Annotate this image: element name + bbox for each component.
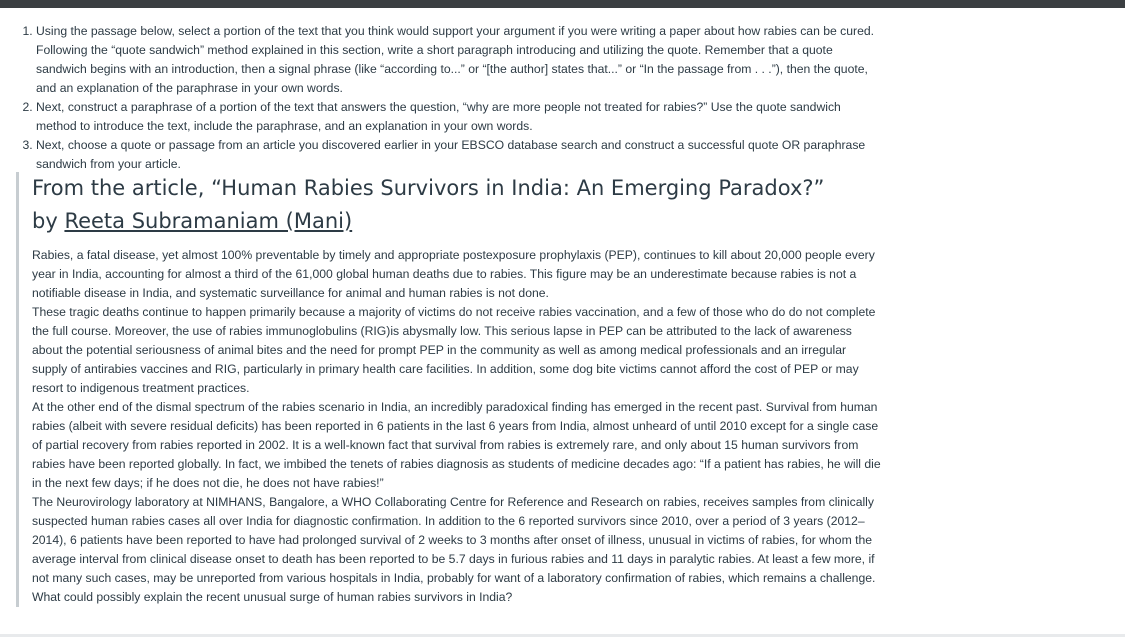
author-link[interactable]: Reeta Subramaniam (Mani): [64, 209, 353, 233]
article-paragraph-4: The Neurovirology laboratory at NIMHANS, Bangalore, a WHO Collaborating Centre for Reference and Research on rabies, receives samples from clinically suspected human rabies cases all over India for diagnostic confirmation. In addition to the 6 reported survivors since 2010, over a period of 3 years (2012–2014), 6 patients have been reported to have had prolonged survival of 2 weeks to 3 months after onset of illness, unusual in victims of rabies, for whom the average interval from clinical disease onset to death has been reported to be 5.7 days in furious rabies and 11 days in paralytic rabies. At least a few more, if not many such cases, may be unreported from various hospitals in India, probably for want of a laboratory confirmation of rabies, which remains a challenge.: [32, 495, 876, 585]
instructions-list: [0, 22, 876, 174]
window-top-bar: [0, 0, 1125, 8]
article-blockquote: [16, 172, 902, 607]
article-paragraph-3: At the other end of the dismal spectrum of the rabies scenario in India, an incredibly paradoxical finding has emerged in the recent past. Survival from human rabies (albeit with severe residual deficits) has been reported in 6 patients in the last 6 years from India, almost unheard of until 2010 except for a single case of partial recovery from rabies reported in 2002. It is a well-known fact that survival from rabies is extremely rare, and only about 15 human survivors from rabies have been reported globally. In fact, we imbibed the tenets of rabies diagnosis as students of medicine decades ago: “If a patient has rabies, he will die in the next few days; if he does not die, he does not have rabies!”: [32, 400, 881, 490]
article-paragraph-2: These tragic deaths continue to happen primarily because a majority of victims do not receive rabies vaccination, and a few of those who do do not complete the full course. Moreover, the use of rabies immunoglobulins (RIG)is abysmally low. This serious lapse in PEP can be attributed to the lack of awareness about the potential seriousness of animal bites and the need for prompt PEP in the community as well as among medical professionals and an irregular supply of antirabies vaccines and RIG, particularly in primary health care facilities. In addition, some dog bite victims cannot afford the cost of PEP or may resort to indigenous treatment practices.: [32, 305, 876, 395]
article-heading-text: From the article, “Human Rabies Survivors in India: An Emerging Paradox?” by: [32, 176, 825, 233]
page-content: [0, 8, 1125, 174]
instruction-item-2: 2. Next, construct a paraphrase of a portion of the text that answers the question, “why are more people not treated for rabies?” Use the quote sandwich method to introduce the text, include the paraphrase, and an explanation in your own words.: [36, 98, 876, 136]
instruction-item-1: 1. Using the passage below, select a portion of the text that you think would support your argument if you were writing a paper about how rabies can be cured. Following the “quote sandwich” method explained in this section, write a short paragraph introducing and utilizing the quote. Remember that a quote sandwich begins with an introduction, then a signal phrase (like “according to...” or “[the author] states that...” or “In the passage from . . .”), then the quote, and an explanation of the paraphrase in your own words.: [36, 22, 876, 98]
article-heading: [32, 172, 852, 238]
article-paragraph-1: Rabies, a fatal disease, yet almost 100% preventable by timely and appropriate postexposure prophylaxis (PEP), continues to kill about 20,000 people every year in India, accounting for almost a third of the 61,000 global human deaths due to rabies. This figure may be an underestimate because rabies is not a notifiable disease in India, and systematic surveillance for animal and human rabies is not done.: [32, 248, 875, 300]
article-paragraph-5: What could possibly explain the recent unusual surge of human rabies survivors in India?: [32, 590, 513, 604]
instruction-item-3: 3. Next, choose a quote or passage from an article you discovered earlier in your EBSCO database search and construct a successful quote OR paraphrase sandwich from your article.: [36, 136, 876, 174]
